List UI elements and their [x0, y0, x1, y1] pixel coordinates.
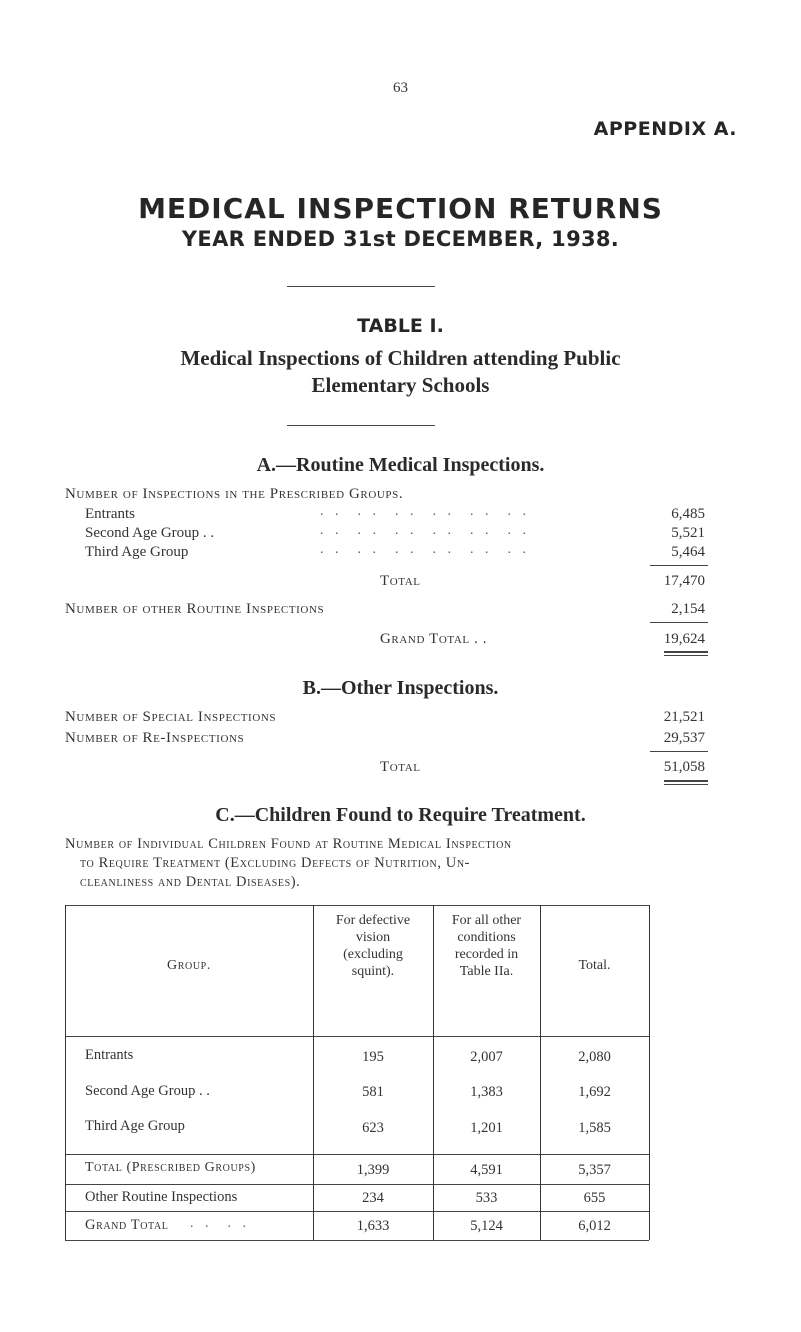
reinspections-value: 29,537 — [663, 730, 705, 746]
table-cell: 655 — [583, 1190, 606, 1206]
table-cell: 2,080 — [578, 1049, 611, 1065]
para-line3: cleanliness and Dental Diseases). — [80, 874, 301, 890]
table-cell: 5,357 — [578, 1162, 611, 1178]
a-total-value: 17,470 — [663, 573, 705, 589]
table-cell: 234 — [362, 1190, 384, 1206]
table-row-group: Total (Prescribed Groups) — [85, 1160, 256, 1175]
para-line2: to Require Treatment (Excluding Defects of Nutrition, Un- — [80, 855, 471, 871]
para-line1: Number of Individual Children Found at Routine Medical Inspection — [65, 836, 512, 852]
grand-total-label: Grand Total . . — [380, 631, 488, 647]
page-title: MEDICAL INSPECTION RETURNS — [138, 192, 663, 225]
table-cell: 1,383 — [470, 1084, 503, 1100]
table-subtitle-line1: Medical Inspections of Children attending Public — [180, 346, 621, 370]
table-cell: 6,012 — [578, 1218, 611, 1234]
table-row-group: Other Routine Inspections — [85, 1189, 238, 1205]
table-row-group: Entrants — [85, 1047, 134, 1063]
reinspections-label: Number of Re-Inspections — [65, 730, 245, 746]
table-cell: 533 — [475, 1190, 498, 1206]
table-cell: 623 — [362, 1120, 384, 1136]
other-routine-label: Number of other Routine Inspections — [65, 601, 325, 617]
third-age-label: Third Age Group — [85, 544, 189, 560]
col-header-defective: For defective vision (excluding squint). — [335, 913, 411, 979]
divider — [287, 425, 435, 426]
other-routine-value: 2,154 — [671, 601, 705, 617]
table-row-group: Third Age Group — [85, 1118, 185, 1134]
table-title: TABLE I. — [357, 315, 444, 337]
table-cell: 2,007 — [470, 1049, 503, 1065]
special-value: 21,521 — [663, 709, 705, 725]
table-cell: 1,201 — [470, 1120, 503, 1136]
special-label: Number of Special Inspections — [65, 709, 277, 725]
table-cell: 1,585 — [578, 1120, 611, 1136]
b-total-label: Total — [380, 759, 421, 775]
table-cell: 5,124 — [470, 1218, 503, 1234]
section-b-heading: B.—Other Inspections. — [302, 677, 499, 699]
col-header-group: Group. — [167, 958, 211, 973]
page-number: 63 — [393, 80, 408, 96]
table-cell: 4,591 — [470, 1162, 503, 1178]
table-cell: 1,399 — [356, 1162, 390, 1178]
table-row-group: Grand Total — [85, 1217, 169, 1233]
appendix-label: APPENDIX A. — [593, 118, 737, 140]
table-cell: 581 — [362, 1084, 384, 1100]
third-age-value: 5,464 — [671, 544, 705, 560]
section-c-heading: C.—Children Found to Require Treatment. — [215, 804, 586, 826]
table-cell: 1,633 — [356, 1218, 390, 1234]
page-subtitle: YEAR ENDED 31st DECEMBER, 1938. — [181, 227, 620, 251]
grand-total-value: 19,624 — [663, 631, 705, 647]
col-header-other: For all other conditions recorded in Table IIa. — [451, 913, 522, 979]
table-row-group: Second Age Group . . — [85, 1083, 210, 1099]
second-age-label: Second Age Group . . — [85, 525, 215, 541]
col-header-total: Total. — [578, 958, 611, 973]
a-total-label: Total — [380, 573, 421, 589]
table-cell: 1,692 — [578, 1084, 611, 1100]
b-total-value: 51,058 — [663, 759, 705, 775]
table-subtitle-line2: Elementary Schools — [311, 373, 490, 397]
second-age-value: 5,521 — [671, 525, 705, 541]
entrants-value: 6,485 — [671, 506, 705, 522]
table-cell: 195 — [362, 1049, 384, 1065]
divider — [287, 286, 435, 287]
groups-heading: Number of Inspections in the Prescribed Groups. — [65, 486, 404, 502]
section-a-heading: A.—Routine Medical Inspections. — [256, 454, 545, 476]
entrants-label: Entrants — [85, 506, 135, 522]
